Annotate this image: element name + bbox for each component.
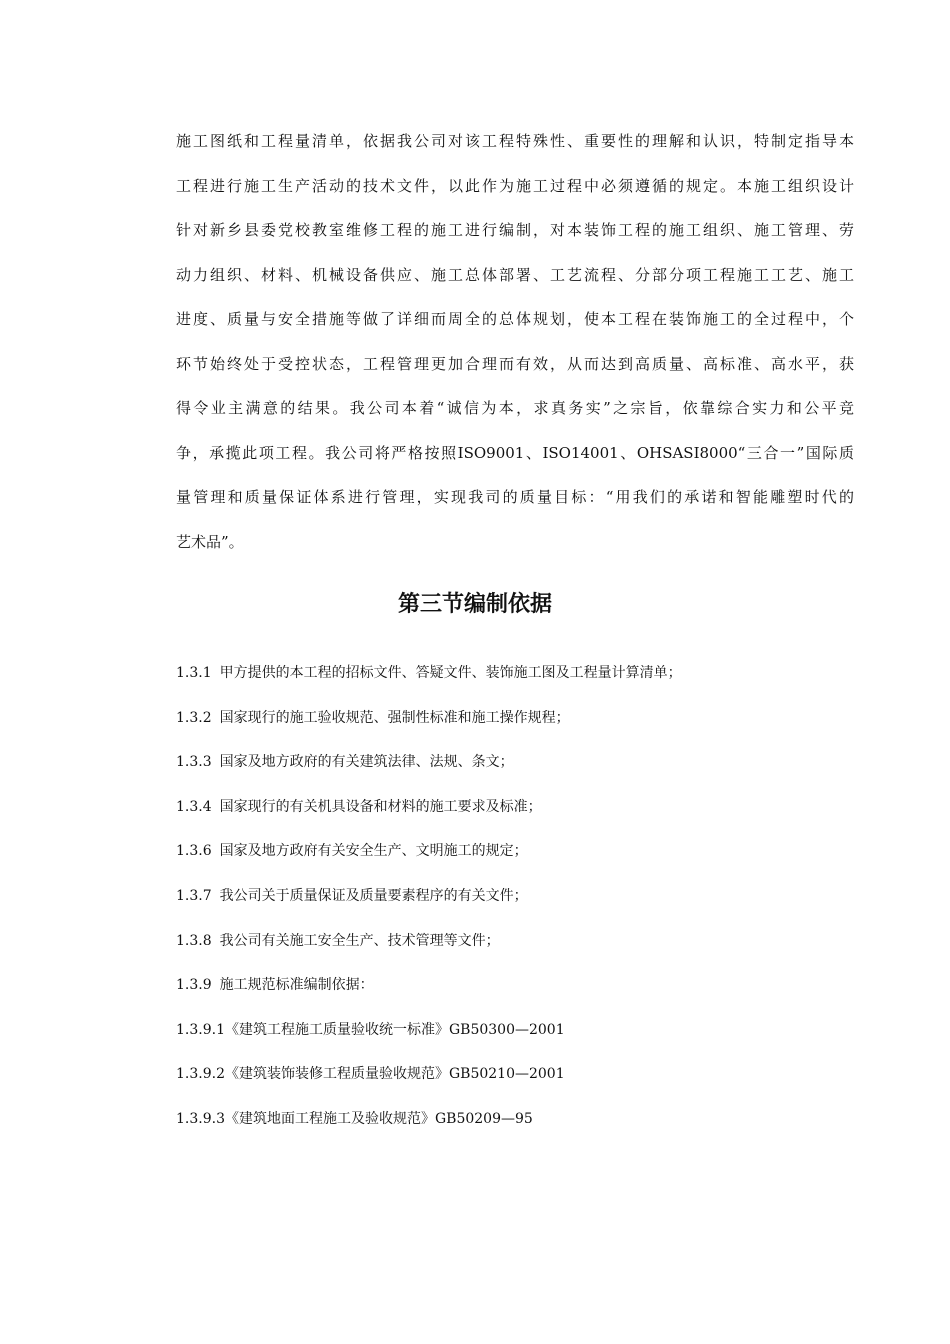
basis-item xyxy=(176,794,866,839)
intro-paragraph xyxy=(176,128,854,573)
basis-item-number: 1.3.9.3 xyxy=(176,1110,225,1127)
basis-item xyxy=(176,928,866,973)
intro-line: 施工图纸和工程量清单，依据我公司对该工程特殊性、重要性的理解和认识，特制定指导本 xyxy=(176,132,854,150)
basis-item xyxy=(176,972,866,1017)
basis-item-number: 1.3.4 xyxy=(176,798,212,815)
basis-item-number: 1.3.1 xyxy=(176,665,212,681)
basis-item-number: 1.3.3 xyxy=(176,754,212,771)
intro-line: 进度、质量与安全措施等做了详细而周全的总体规划，使本工程在装饰施工的全过程中，个 xyxy=(176,310,854,328)
basis-item xyxy=(176,660,866,705)
basis-item-text: 甲方提供的本工程的招标文件、答疑文件、装饰施工图及工程量计算清单； xyxy=(219,665,682,681)
section-title: 第三节编制依据 xyxy=(397,592,552,617)
basis-item-text: 国家现行的有关机具设备和材料的施工要求及标准； xyxy=(219,798,542,815)
basis-item xyxy=(176,749,866,794)
basis-item-text: 《建筑装饰装修工程质量验收规范》GB50210—2001 xyxy=(224,1066,565,1083)
basis-item-number: 1.3.9.2 xyxy=(176,1066,225,1083)
basis-item-number: 1.3.9 xyxy=(176,977,212,994)
basis-item xyxy=(176,705,866,750)
basis-item-text: 《建筑地面工程施工及验收规范》GB50209—95 xyxy=(224,1110,533,1127)
basis-list xyxy=(176,660,866,1151)
intro-line: 工程进行施工生产活动的技术文件，以此作为施工过程中必须遵循的规定。本施工组织设计 xyxy=(176,176,854,195)
basis-item-text: 《建筑工程施工质量验收统一标准》GB50300—2001 xyxy=(224,1021,565,1038)
basis-item xyxy=(176,838,866,883)
basis-item-number: 1.3.9.1 xyxy=(176,1021,225,1038)
intro-line: 争，承揽此项工程。我公司将严格按照ISO9001、ISO14001、OHSASI8000“三合一”国际质 xyxy=(176,443,854,462)
intro-line: 环节始终处于受控状态，工程管理更加合理而有效，从而达到高质量、高标准、高水平，获 xyxy=(176,354,854,373)
intro-line: 针对新乡县委党校教室维修工程的施工进行编制，对本装饰工程的施工组织、施工管理、劳 xyxy=(176,221,854,239)
basis-item-text: 国家及地方政府的有关建筑法律、法规、条文； xyxy=(219,754,514,771)
basis-item xyxy=(176,883,866,928)
basis-item-text: 我公司关于质量保证及质量要素程序的有关文件； xyxy=(219,887,528,904)
intro-line: 动力组织、材料、机械设备供应、施工总体部署、工艺流程、分部分项工程施工工艺、施工 xyxy=(176,265,854,284)
basis-item-number: 1.3.6 xyxy=(176,843,212,860)
basis-item-text: 国家及地方政府有关安全生产、文明施工的规定； xyxy=(219,843,528,860)
basis-item-text: 我公司有关施工安全生产、技术管理等文件； xyxy=(219,932,500,949)
basis-subitem xyxy=(176,1106,866,1151)
basis-subitem xyxy=(176,1061,866,1106)
intro-line: 得令业主满意的结果。我公司本着“诚信为本，求真务实”之宗旨，依靠综合实力和公平竞 xyxy=(176,399,854,417)
basis-item-text: 国家现行的施工验收规范、强制性标准和施工操作规程； xyxy=(219,709,570,726)
basis-item-number: 1.3.7 xyxy=(176,887,212,904)
basis-item-number: 1.3.2 xyxy=(176,709,212,726)
basis-subitem xyxy=(176,1017,866,1062)
intro-line: 艺术品”。 xyxy=(176,532,244,551)
basis-item-text: 施工规范标准编制依据： xyxy=(219,977,374,994)
basis-item-number: 1.3.8 xyxy=(176,932,212,949)
intro-line: 量管理和质量保证体系进行管理，实现我司的质量目标：“用我们的承诺和智能雕塑时代的 xyxy=(176,488,854,506)
